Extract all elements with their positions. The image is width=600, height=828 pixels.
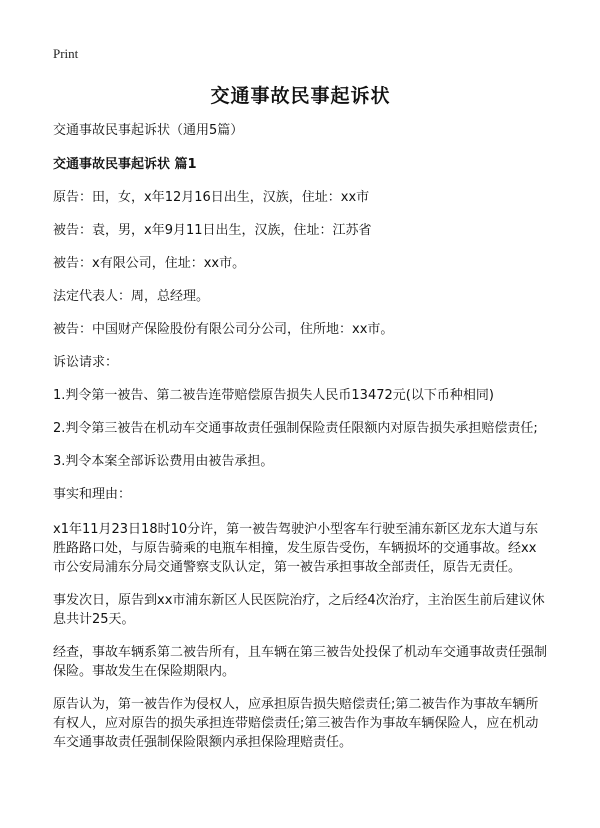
paragraph-defendant-3: 被告：中国财产保险股份有限公司分公司，住所地：xx市。: [53, 322, 394, 337]
paragraph-claim-3: 3.判令本案全部诉讼费用由被告承担。: [53, 454, 274, 469]
paragraph-facts-2: 事发次日，原告到xx市浦东新区人民医院治疗，之后经4次治疗，主治医生前后建议休息共计25天。: [53, 593, 545, 627]
paragraph-legal-representative: 法定代表人：周，总经理。: [53, 289, 210, 304]
document-subtitle: 交通事故民事起诉状（通用5篇）: [53, 123, 244, 138]
paragraph-defendant-2: 被告：x有限公司，住址：xx市。: [53, 256, 246, 271]
paragraph-defendant-1: 被告：袁，男，x年9月11日出生，汉族，住址：江苏省: [53, 223, 372, 238]
paragraph-facts-3: 经查，事故车辆系第二被告所有，且车辆在第三被告处投保了机动车交通事故责任强制保险。事故发生在保险期限内。: [53, 645, 548, 679]
document-title: 交通事故民事起诉状: [210, 85, 391, 107]
print-link[interactable]: Print: [53, 46, 79, 61]
paragraph-facts-4: 原告认为，第一被告作为侵权人，应承担原告损失赔偿责任;第二被告作为事故车辆所有权人，应对原告的损失承担连带赔偿责任;第三被告作为事故车辆保险人，应在机动车交通事故责任强制保险限额内承担保险理赔责任。: [53, 697, 539, 750]
section-title: 交通事故民事起诉状 篇1: [53, 157, 197, 172]
paragraph-plaintiff: 原告：田，女，x年12月16日出生，汉族，住址：xx市: [53, 190, 370, 205]
paragraph-claims-heading: 诉讼请求：: [53, 355, 119, 370]
paragraph-claim-2: 2.判令第三被告在机动车交通事故责任强制保险责任限额内对原告损失承担赔偿责任;: [53, 421, 538, 436]
paragraph-claim-1: 1.判令第一被告、第二被告连带赔偿原告损失人民币13472元(以下币种相同): [53, 388, 494, 403]
paragraph-facts-1: x1年11月23日18时10分许，第一被告驾驶沪小型客车行驶至浦东新区龙东大道与东胜路路口处，与原告骑乘的电瓶车相撞，发生原告受伤，车辆损坏的交通事故。经xx市公安局浦东分局交通警察支队认定，第一被告承担事故全部责任，原告无责任。: [53, 522, 539, 575]
paragraph-facts-heading: 事实和理由：: [53, 487, 132, 502]
